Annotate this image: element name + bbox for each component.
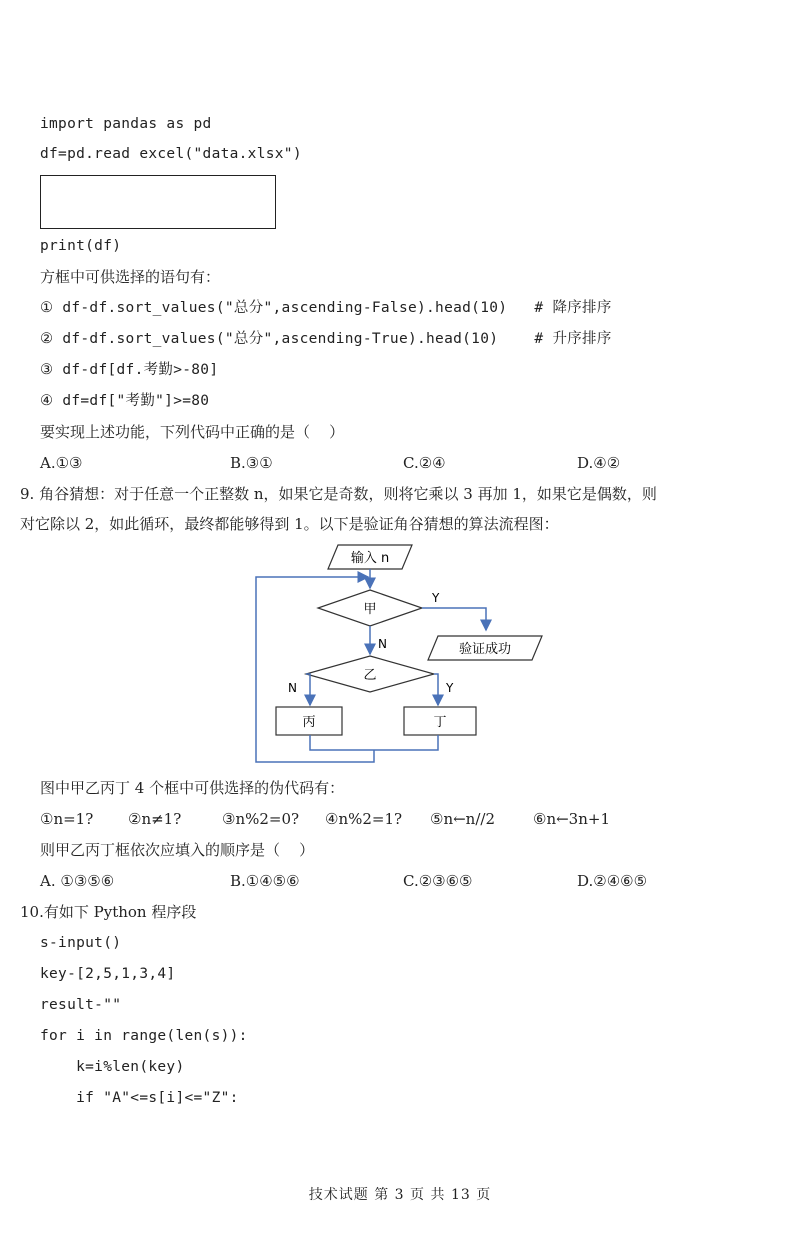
pseudo-1: ①n=1?	[40, 810, 94, 828]
q8-option-d: D.④②	[577, 454, 621, 472]
statement-1: ① df-df.sort_values("总分",ascending-False).head(10) # 降序排序	[40, 300, 612, 316]
choices-intro: 方框中可供选择的语句有：	[40, 268, 221, 286]
code-line-read-excel: df=pd.read excel("data.xlsx")	[40, 146, 302, 162]
jia-label: 甲	[363, 602, 377, 617]
q8-option-b: B.③①	[230, 454, 273, 472]
q8-option-c: C.②④	[403, 454, 446, 472]
q10-code-2: key-[2,5,1,3,4]	[40, 966, 176, 982]
q9-option-b: B.①④⑤⑥	[230, 872, 300, 890]
q9-question: 则甲乙丙丁框依次应填入的顺序是（ ）	[40, 841, 315, 859]
q9-text-line1: 9. 角谷猜想：对于任意一个正整数 n，如果它是奇数，则将它乘以 3 再加 1，如果它是偶数，则	[20, 485, 657, 503]
q10-code-6: if "A"<=s[i]<="Z":	[40, 1090, 239, 1106]
pseudo-4: ④n%2=1?	[325, 810, 403, 828]
input-label: 输入 n	[350, 551, 390, 566]
yi-no-label: N	[288, 681, 297, 695]
q10-code-1: s-input()	[40, 935, 122, 951]
q10-title: 10.有如下 Python 程序段	[20, 903, 197, 921]
q9-option-c: C.②③⑥⑤	[403, 872, 473, 890]
q9-option-d: D.②④⑥⑤	[577, 872, 648, 890]
jia-yes-label: Y	[432, 591, 440, 605]
yi-label: 乙	[363, 668, 377, 683]
q8-option-a: A.①③	[40, 454, 83, 472]
pseudo-6: ⑥n←3n+1	[533, 810, 610, 828]
pseudo-intro: 图中甲乙丙丁 4 个框中可供选择的伪代码有：	[40, 779, 345, 797]
statement-2: ② df-df.sort_values("总分",ascending-True).head(10) # 升序排序	[40, 331, 612, 347]
yi-yes-label: Y	[446, 681, 454, 695]
code-line-print: print(df)	[40, 238, 122, 254]
statement-3: ③ df-df[df.考勤>-80]	[40, 362, 219, 378]
q10-code-5: k=i%len(key)	[40, 1059, 185, 1075]
bing-label: 丙	[302, 715, 316, 730]
q9-text-line2: 对它除以 2，如此循环，最终都能够得到 1。以下是验证角谷猜想的算法流程图：	[20, 515, 559, 533]
pseudo-3: ③n%2=0?	[222, 810, 300, 828]
page-footer: 技术试题 第 3 页 共 13 页	[308, 1187, 492, 1203]
q8-question: 要实现上述功能，下列代码中正确的是（ ）	[40, 423, 345, 441]
pseudo-5: ⑤n←n//2	[430, 810, 495, 828]
q10-code-3: result-""	[40, 997, 122, 1013]
pseudo-2: ②n≠1?	[128, 810, 182, 828]
success-label: 验证成功	[458, 642, 512, 657]
jia-no-label: N	[378, 637, 387, 651]
collatz-flowchart	[250, 540, 550, 770]
q9-option-a: A. ①③⑤⑥	[40, 872, 115, 890]
statement-4: ④ df=df["考勤"]>=80	[40, 393, 210, 409]
code-line-import: import pandas as pd	[40, 116, 212, 132]
ding-label: 丁	[433, 715, 447, 730]
answer-blank-box	[40, 175, 276, 229]
q10-code-4: for i in range(len(s)):	[40, 1028, 248, 1044]
